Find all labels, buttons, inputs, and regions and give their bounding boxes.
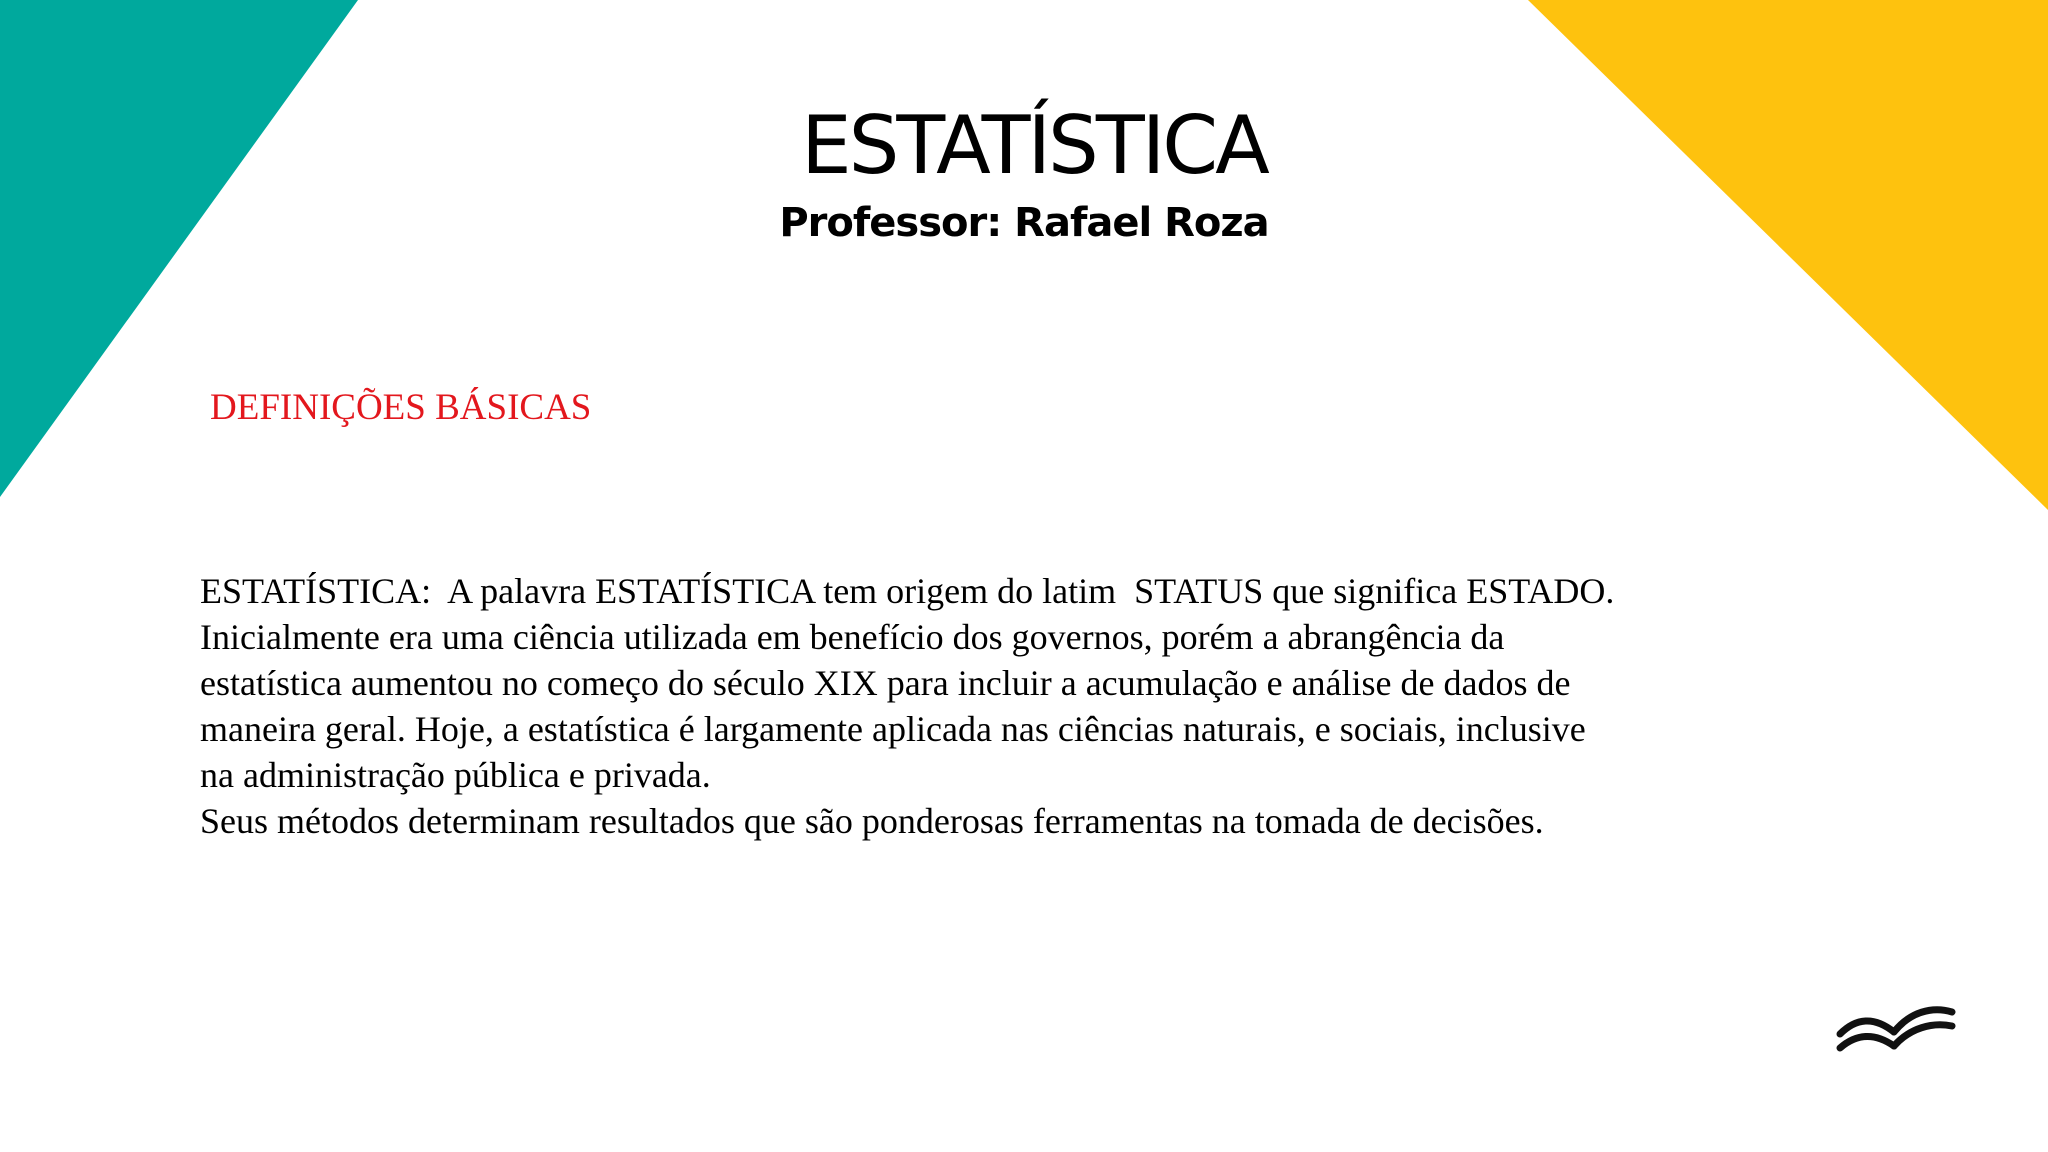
body-paragraph [200,568,1900,844]
body-line: estatística aumentou no começo do século XIX para incluir a acumulação e análise de dados de [200,663,1571,703]
slide-title: ESTATÍSTICA [801,99,1267,192]
body-line: maneira geral. Hoje, a estatística é largamente aplicada nas ciências naturais, e sociais, inclusive [200,709,1586,749]
yellow-corner-triangle [1528,0,2048,512]
body-line: na administração pública e privada. [200,755,711,795]
body-line: Inicialmente era uma ciência utilizada em benefício dos governos, porém a abrangência da [200,617,1505,657]
section-heading: DEFINIÇÕES BÁSICAS [210,387,592,428]
body-line: Seus métodos determinam resultados que são ponderosas ferramentas na tomada de decisões. [200,801,1544,841]
slide-subtitle: Professor: Rafael Roza [779,200,1269,246]
open-book-logo-icon [1836,998,1956,1054]
body-line: ESTATÍSTICA: A palavra ESTATÍSTICA tem origem do latim STATUS que significa ESTADO. [200,571,1615,611]
